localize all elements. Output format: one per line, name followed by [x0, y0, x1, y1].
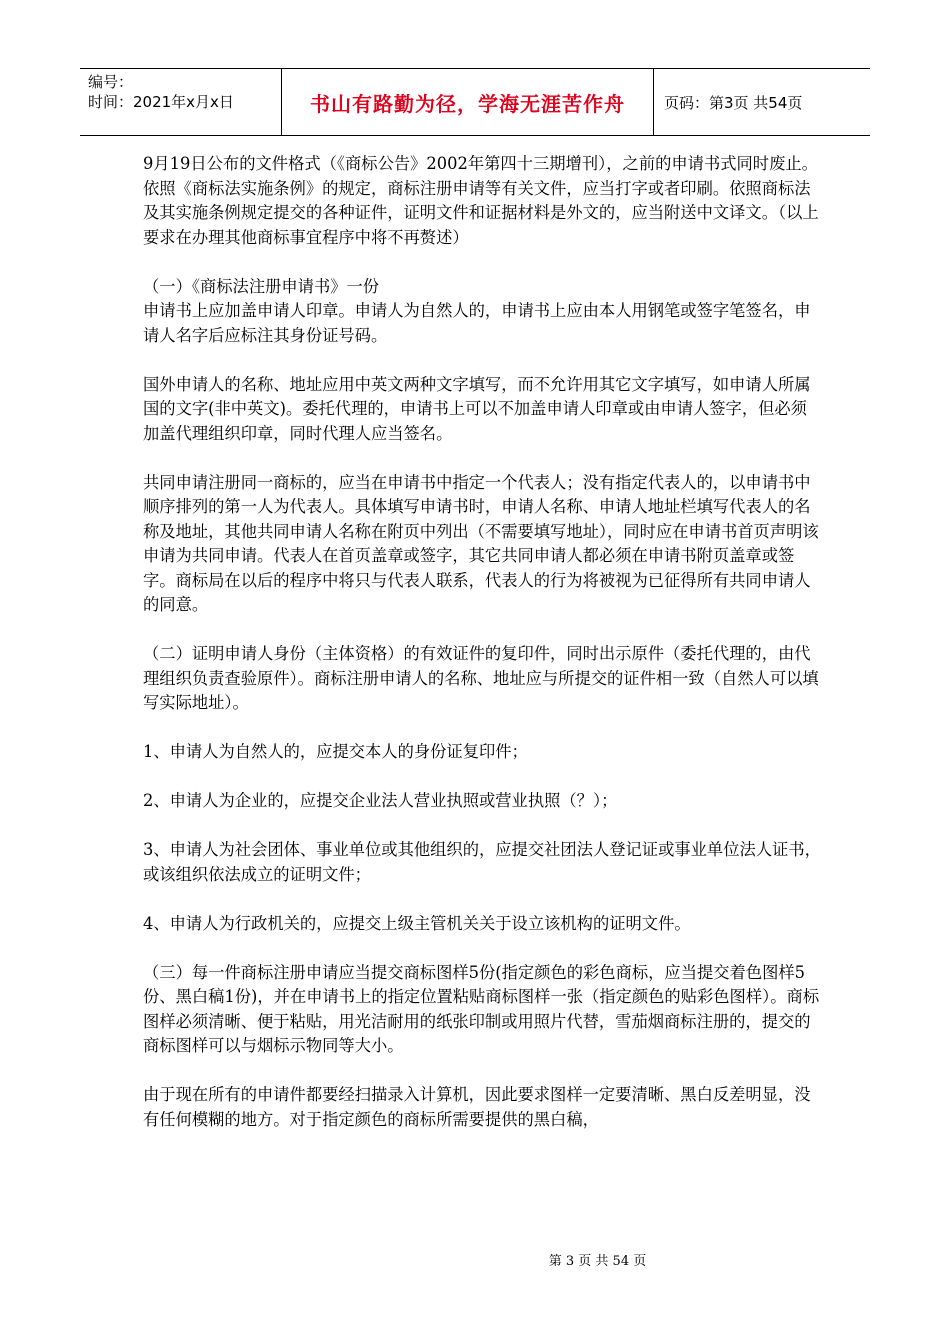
paragraph-1: 9月19日公布的文件格式（《商标公告》2002年第四十三期增刊），之前的申请书式同时废止。依照《商标法实施条例》的规定，商标注册申请等有关文件，应当打字或者印刷。依照商标法及其实施条例规定提交的各种证件，证明文件和证据材料是外文的，应当附送中文译文。（以上要求在办理其他商标事宜程序中将不再赘述）	[143, 154, 819, 247]
header-page-info: 页码：第3页 共54页	[664, 93, 803, 112]
paragraph-4: 共同申请注册同一商标的，应当在申请书中指定一个代表人；没有指定代表人的，以申请书中顺序排列的第一人为代表人。具体填写申请书时，申请人名称、申请人地址栏填写代表人的名称及地址，其他共同申请人名称在附页中列出（不需要填写地址），同时应在申请书首页声明该申请为共同申请。代表人在首页盖章或签字，其它共同申请人都必须在申请书附页盖章或签字。商标局在以后的程序中将只与代表人联系，代表人的行为将被视为已征得所有共同申请人的同意。	[143, 472, 819, 614]
paragraph-2: （一）《商标法注册申请书》一份 申请书上应加盖申请人印章。申请人为自然人的，申请书上应由本人用钢笔或签字笔签名，申请人名字后应标注其身份证号码。	[143, 276, 811, 345]
document-body	[143, 152, 823, 1157]
document-date: 时间：2021年x月x日	[88, 93, 234, 111]
paragraph-11: 由于现在所有的申请件都要经扫描录入计算机，因此要求图样一定要清晰、黑白反差明显，没有任何模糊的地方。对于指定颜色的商标所需要提供的黑白稿，	[143, 1085, 811, 1129]
paragraph-3: 国外申请人的名称、地址应用中英文两种文字填写，而不允许用其它文字填写，如申请人所属国的文字(非中英文)。委托代理的，申请书上可以不加盖申请人印章或由申请人签字，但必须加盖代理组织印章，同时代理人应当签名。	[143, 374, 811, 443]
page-footer: 第 3 页 共 54 页	[548, 1254, 647, 1269]
paragraph-6: 1、申请人为自然人的，应提交本人的身份证复印件；	[143, 742, 528, 761]
header-motto: 书山有路勤为径，学海无涯苦作舟	[282, 69, 654, 135]
paragraph-8: 3、申请人为社会团体、事业单位或其他组织的，应提交社团法人登记证或事业单位法人证书，或该组织依法成立的证明文件；	[143, 840, 821, 884]
paragraph-7: 2、申请人为企业的，应提交企业法人营业执照或营业执照（？）；	[143, 791, 618, 810]
paragraph-5: （二）证明申请人身份（主体资格）的有效证件的复印件，同时出示原件（委托代理的，由代理组织负责查验原件）。商标注册申请人的名称、地址应与所提交的证件相一致（自然人可以填写实际地址）。	[143, 644, 819, 712]
page-header	[80, 68, 870, 136]
document-number-label: 编号：	[88, 73, 134, 91]
header-meta	[80, 69, 282, 135]
paragraph-9: 4、申请人为行政机关的，应提交上级主管机关关于设立该机构的证明文件。	[143, 913, 691, 933]
paragraph-10: （三）每一件商标注册申请应当提交商标图样5份(指定颜色的彩色商标，应当提交着色图样5份、黑白稿1份)，并在申请书上的指定位置粘贴商标图样一张（指定颜色的贴彩色图样）。商标图样必须清晰、便于粘贴，用光洁耐用的纸张印制或用照片代替，雪茄烟商标注册的，提交的商标图样可以与烟标示物同等大小。	[143, 962, 820, 1055]
